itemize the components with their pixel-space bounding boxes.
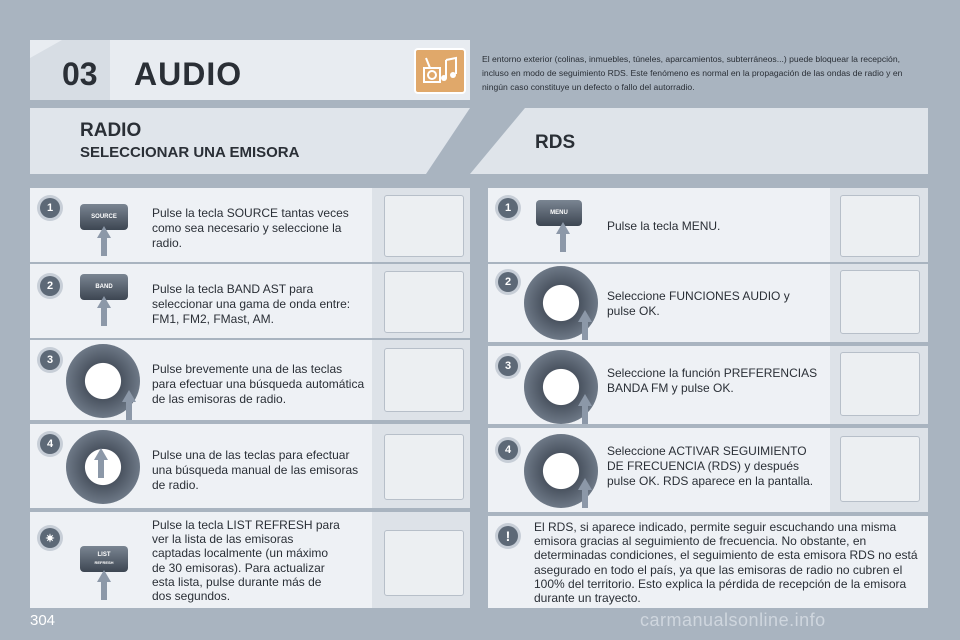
press-arrow-stem — [582, 490, 588, 508]
list-key-label: LIST — [97, 552, 111, 558]
press-arrow-icon — [94, 448, 108, 460]
press-arrow-icon — [97, 296, 111, 308]
radio-unit-thumb-1 — [384, 195, 464, 257]
chapter-number: 03 — [62, 56, 98, 92]
press-arrow-icon — [578, 310, 592, 322]
rds-step-3-text: Seleccione la función PREFERENCIAS BANDA FM y pulse OK. — [607, 366, 818, 395]
warning-icon: ! — [498, 526, 518, 546]
press-arrow-stem — [582, 322, 588, 340]
watermark: carmanualsonline.info — [640, 610, 826, 630]
radio-step-1-number: 1 — [40, 198, 60, 218]
menu-key: MENU — [536, 200, 582, 226]
list-key-sublabel: REFRESH — [94, 560, 114, 565]
audio-icon — [414, 48, 466, 94]
radio-unit-thumb-2 — [384, 271, 464, 333]
rds-step-2-text: Seleccione FUNCIONES AUDIO y pulse OK. — [607, 289, 790, 318]
press-arrow-icon — [578, 478, 592, 490]
warning-text: El RDS, si aparece indicado, permite seguir escuchando una misma emisora gracias al seguimiento de frecuencia. No obstante, en determinadas condiciones, el seguimiento de esta emisora RDS no está asegurado en todo el país, ya que las emisoras de radio no cubren el 100% del territorio. Esto explica la pérdida de recepción de la emisora durante un trayecto. — [534, 520, 918, 606]
rds-step-3-number: 3 — [498, 356, 518, 376]
rds-step-2-number: 2 — [498, 272, 518, 292]
source-key: SOURCE — [80, 204, 128, 230]
radio-unit-thumb-8 — [840, 352, 920, 416]
tip-text: Pulse la tecla LIST REFRESH para ver la lista de las emisoras captadas localmente (un máximo de 30 emisoras). Para actualizar esta lista, pulse durante más de dos segundos. — [152, 518, 340, 604]
radio-unit-thumb-7 — [840, 270, 920, 334]
list-refresh-key — [80, 546, 128, 572]
radio-step-3-number: 3 — [40, 350, 60, 370]
radio-step-2-number: 2 — [40, 276, 60, 296]
press-arrow-stem — [560, 234, 566, 252]
rds-title: RDS — [535, 132, 576, 153]
radio-title: RADIO — [80, 120, 142, 141]
press-arrow-stem — [101, 582, 107, 600]
rds-step-1-text: Pulse la tecla MENU. — [607, 219, 721, 233]
radio-unit-thumb-4 — [384, 434, 464, 500]
radio-unit-thumb-9 — [840, 436, 920, 502]
radio-subtitle: SELECCIONAR UNA EMISORA — [80, 144, 300, 161]
page-number: 304 — [30, 612, 56, 629]
radio-step-4-text: Pulse una de las teclas para efectuar una búsqueda manual de las emisoras de radio. — [152, 448, 359, 492]
press-arrow-icon — [97, 570, 111, 582]
radio-step-3-text: Pulse brevemente una de las teclas para efectuar una búsqueda automática de las emisoras de radio. — [152, 362, 365, 406]
press-arrow-stem — [101, 238, 107, 256]
rds-step-4-text: Seleccione ACTIVAR SEGUIMIENTO DE FRECUENCIA (RDS) y después pulse OK. RDS aparece en la pantalla. — [607, 444, 814, 488]
press-arrow-icon — [97, 226, 111, 238]
press-arrow-stem — [582, 406, 588, 424]
press-arrow-icon — [556, 222, 570, 234]
rds-step-4-number: 4 — [498, 440, 518, 460]
notice-text: El entorno exterior (colinas, inmuebles, túneles, aparcamientos, subterráneos...) puede bloquear la recepción, incluso en modo de seguimiento RDS. Este fenómeno es normal en la propagación de las ondas de radio y en ningún caso constituye un defecto o fallo del autorradio. — [482, 54, 903, 92]
press-arrow-stem — [101, 308, 107, 326]
press-arrow-icon — [578, 394, 592, 406]
tip-lightbulb-icon: ✷ — [40, 528, 60, 548]
press-arrow-icon — [122, 390, 136, 402]
band-key: BAND — [80, 274, 128, 300]
radio-unit-thumb-6 — [840, 195, 920, 257]
radio-step-2-text: Pulse la tecla BAND AST para seleccionar una gama de onda entre: FM1, FM2, FMast, AM. — [152, 282, 351, 326]
press-arrow-stem — [98, 460, 104, 478]
radio-step-1-text: Pulse la tecla SOURCE tantas veces como sea necesario y seleccione la radio. — [152, 206, 349, 250]
press-arrow-stem — [126, 402, 132, 420]
chapter-title: AUDIO — [134, 56, 243, 92]
rds-step-1-number: 1 — [498, 198, 518, 218]
radio-step-4-number: 4 — [40, 434, 60, 454]
radio-unit-thumb-5 — [384, 530, 464, 596]
radio-unit-thumb-3 — [384, 348, 464, 412]
